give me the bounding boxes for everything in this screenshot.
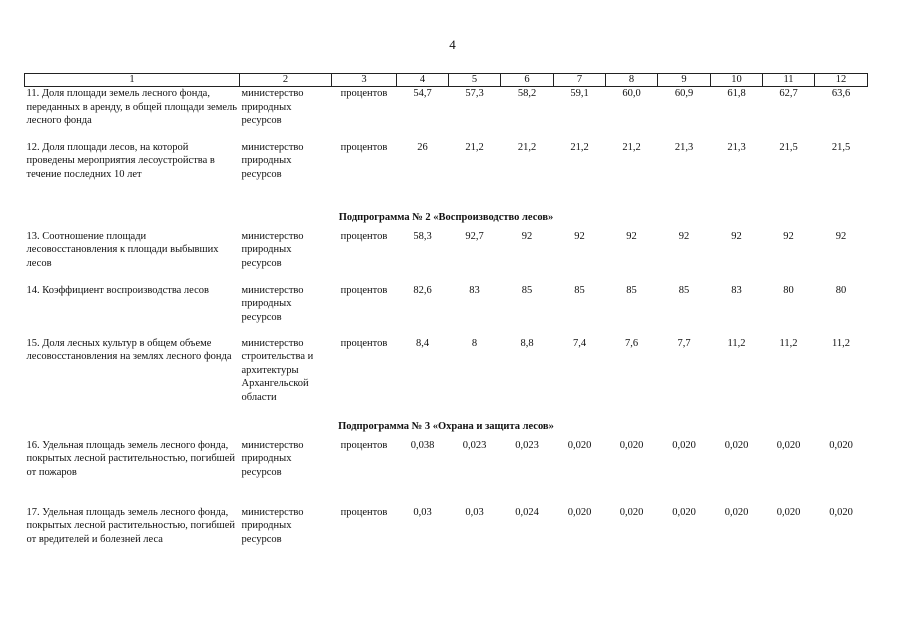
value-cell: 7,7 (677, 337, 691, 349)
value-cell: 60,9 (674, 88, 694, 99)
table-body (25, 74, 868, 566)
indicator-cell: 13. Соотношение площади лесовосстановления к площади выбывших лесов (26, 230, 219, 269)
indicator-cell: 17. Удельная площадь земель лесного фонда, покрытых лесной растительностью, погибшей от вредителей и болезней леса (26, 506, 236, 545)
value-cell: 85 (678, 284, 690, 296)
header-row (25, 74, 868, 87)
value-cell: 80 (783, 284, 794, 296)
unit-cell: процентов (340, 141, 388, 153)
table-row (25, 284, 868, 337)
value-cell: 60,0 (622, 88, 641, 99)
value-cell: 63,6 (831, 88, 851, 99)
header-cell: 9 (658, 74, 711, 87)
value-cell: 0,020 (724, 506, 749, 518)
table-row (25, 506, 868, 566)
unit-cell: процентов (340, 88, 388, 99)
value-cell: 92 (574, 230, 585, 242)
unit-cell: процентов (340, 337, 388, 349)
responsible-org-cell: министерство природных ресурсов (241, 506, 304, 545)
table-row (25, 87, 868, 141)
value-cell: 0,020 (619, 506, 644, 518)
value-cell: 21,2 (622, 141, 641, 153)
unit-cell: процентов (340, 439, 388, 451)
header-cell: 1 (25, 74, 240, 87)
subprogram-heading-row (25, 206, 868, 230)
value-cell: 82,6 (413, 284, 432, 296)
value-cell: 83 (469, 284, 480, 296)
subprogram-title: Подпрограмма № 3 «Охрана и защита лесов» (338, 420, 554, 432)
value-cell: 54,7 (413, 88, 432, 99)
value-cell: 21,2 (517, 141, 537, 153)
responsible-org-cell: министерство природных ресурсов (241, 230, 304, 269)
value-cell: 92 (521, 230, 533, 242)
indicator-cell: 15. Доля лесных культур в общем объеме лесовосстановления на землях лесного фонда (26, 337, 232, 362)
responsible-org-cell: министерство природных ресурсов (241, 88, 304, 126)
value-cell: 0,020 (776, 439, 801, 451)
value-cell: 21,2 (570, 141, 589, 153)
value-cell: 0,020 (724, 439, 749, 451)
header-cell: 8 (606, 74, 658, 87)
subprogram-heading-row (25, 415, 868, 439)
value-cell: 92 (783, 230, 794, 242)
value-cell: 0,023 (515, 439, 539, 451)
value-cell: 7,6 (624, 337, 639, 349)
table-row (25, 439, 868, 506)
value-cell: 8,4 (415, 337, 430, 349)
value-cell: 92,7 (465, 230, 484, 242)
value-cell: 85 (574, 284, 585, 296)
value-cell: 0,03 (413, 506, 432, 518)
value-cell: 0,020 (567, 439, 592, 451)
indicator-cell: 12. Доля площади лесов, на которой проведены мероприятия лесоустройства в течение последних 10 лет (26, 141, 215, 180)
value-cell: 58,2 (517, 88, 537, 99)
value-cell: 21,3 (727, 141, 746, 153)
value-cell: 62,7 (779, 88, 798, 99)
indicator-cell: 11. Доля площади земель лесного фонда, переданных в аренду, в общей площади земель лесного фонда (26, 88, 238, 126)
header-cell: 2 (240, 74, 332, 87)
unit-cell: процентов (340, 506, 388, 518)
header-cell: 7 (554, 74, 606, 87)
value-cell: 92 (731, 230, 742, 242)
value-cell: 11,2 (779, 337, 798, 349)
value-cell: 0,020 (672, 506, 696, 518)
value-cell: 0,03 (465, 506, 484, 518)
value-cell: 0,020 (776, 506, 801, 518)
value-cell: 83 (731, 284, 742, 296)
value-cell: 0,038 (410, 439, 435, 451)
value-cell: 85 (521, 284, 533, 296)
unit-cell: процентов (340, 284, 388, 296)
header-cell: 3 (332, 74, 397, 87)
value-cell: 0,020 (829, 439, 853, 451)
value-cell: 8,8 (520, 337, 534, 349)
value-cell: 0,023 (462, 439, 487, 451)
value-cell: 21,2 (465, 141, 484, 153)
value-cell: 85 (626, 284, 637, 296)
page-number: 4 (449, 37, 456, 52)
value-cell: 0,024 (515, 506, 539, 518)
indicator-cell: 14. Коэффициент воспроизводства лесов (26, 284, 209, 296)
header-cell: 4 (397, 74, 449, 87)
value-cell: 11,2 (832, 337, 850, 349)
header-cell: 12 (815, 74, 868, 87)
value-cell: 92 (835, 230, 847, 242)
subprogram-title: Подпрограмма № 2 «Воспроизводство лесов» (338, 211, 554, 223)
value-cell: 0,020 (567, 506, 592, 518)
header-cell: 5 (449, 74, 501, 87)
indicator-cell: 16. Удельная площадь земель лесного фонда, покрытых лесной растительностью, погибшей от пожаров (26, 439, 236, 478)
value-cell: 26 (417, 141, 428, 153)
responsible-org-cell: министерство природных ресурсов (241, 141, 304, 180)
value-cell: 59,1 (570, 88, 589, 99)
header-cell: 11 (763, 74, 815, 87)
value-cell: 61,8 (727, 88, 746, 99)
value-cell: 8 (471, 337, 478, 349)
value-cell: 58,3 (413, 230, 432, 242)
responsible-org-cell: министерство природных ресурсов (241, 284, 304, 323)
table-row (25, 230, 868, 284)
value-cell: 21,5 (831, 141, 851, 153)
header-cell: 6 (501, 74, 554, 87)
responsible-org-cell: министерство строительства и архитектуры Архангельской области (241, 337, 314, 403)
value-cell: 0,020 (672, 439, 696, 451)
value-cell: 0,020 (829, 506, 853, 518)
table-row (25, 141, 868, 206)
indicators-table (24, 73, 868, 566)
value-cell: 57,3 (465, 88, 484, 99)
table-row (25, 337, 868, 415)
value-cell: 0,020 (619, 439, 644, 451)
value-cell: 21,3 (674, 141, 694, 153)
responsible-org-cell: министерство природных ресурсов (241, 439, 304, 478)
value-cell: 21,5 (779, 141, 798, 153)
value-cell: 92 (626, 230, 637, 242)
value-cell: 80 (835, 284, 847, 296)
unit-cell: процентов (340, 230, 388, 242)
value-cell: 7,4 (572, 337, 587, 349)
header-cell: 10 (711, 74, 763, 87)
value-cell: 11,2 (727, 337, 746, 349)
value-cell: 92 (678, 230, 690, 242)
